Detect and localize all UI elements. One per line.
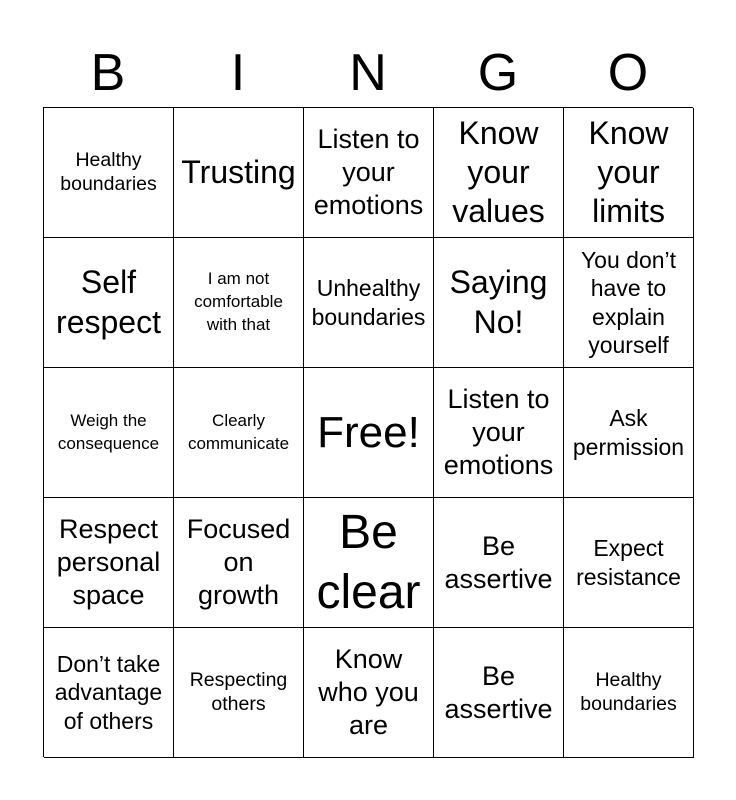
bingo-cell[interactable] <box>564 108 694 238</box>
bingo-cell[interactable] <box>44 238 174 368</box>
cell-text: Be assertive <box>444 530 553 594</box>
header-letter-i: I <box>230 44 246 102</box>
cell-text: Respecting others <box>189 668 288 715</box>
bingo-cell[interactable] <box>174 108 304 238</box>
cell-text: Expect resistance <box>576 535 681 590</box>
bingo-cell[interactable] <box>174 238 304 368</box>
cell-text: I am not comfortable with that <box>194 269 283 334</box>
free-space-label: Free! <box>317 407 420 457</box>
bingo-cell[interactable] <box>304 238 434 368</box>
bingo-cell[interactable] <box>174 628 304 758</box>
bingo-cell[interactable] <box>564 238 694 368</box>
cell-text: Healthy boundaries <box>580 668 677 715</box>
cell-text: Respect personal space <box>56 514 161 610</box>
bingo-cell[interactable] <box>44 368 174 498</box>
header-letter-n: N <box>349 44 387 102</box>
cell-text: Know your limits <box>588 114 669 230</box>
cell-text: Listen to your emotions <box>443 384 554 480</box>
cell-text: Healthy boundaries <box>60 148 157 195</box>
bingo-cell[interactable] <box>434 108 564 238</box>
cell-text: Know your values <box>452 114 545 230</box>
cell-text: You don’t have to explain yourself <box>580 247 677 358</box>
bingo-cell[interactable] <box>564 628 694 758</box>
cell-text: Be clear <box>316 505 421 619</box>
header-letter-g: G <box>477 44 519 102</box>
bingo-cell[interactable] <box>44 108 174 238</box>
bingo-cell[interactable] <box>304 108 434 238</box>
bingo-card-grid <box>43 107 693 757</box>
cell-text: Trusting <box>181 153 296 190</box>
bingo-cell[interactable] <box>564 368 694 498</box>
cell-text: Weigh the consequence <box>57 410 160 453</box>
cell-text: Know who you are <box>318 644 419 740</box>
cell-text: Be assertive <box>444 660 553 724</box>
bingo-cell[interactable] <box>44 498 174 628</box>
header-letter-o: O <box>607 44 649 102</box>
cell-text: Unhealthy boundaries <box>311 275 426 330</box>
bingo-cell[interactable] <box>434 238 564 368</box>
cell-text: Focused on growth <box>186 514 291 610</box>
cell-text: Clearly communicate <box>187 410 290 453</box>
free-space-cell[interactable] <box>304 368 434 498</box>
bingo-cell[interactable] <box>434 498 564 628</box>
bingo-cell[interactable] <box>434 628 564 758</box>
cell-text: Don’t take advantage of others <box>54 651 163 734</box>
cell-text: Self respect <box>56 264 161 340</box>
cell-text: Ask permission <box>572 405 685 460</box>
bingo-cell[interactable] <box>434 368 564 498</box>
bingo-header <box>43 40 693 106</box>
bingo-cell[interactable] <box>174 498 304 628</box>
bingo-cell[interactable] <box>304 628 434 758</box>
cell-text: Saying No! <box>449 264 548 340</box>
header-letter-b: B <box>90 44 126 102</box>
bingo-cell[interactable] <box>174 368 304 498</box>
bingo-cell[interactable] <box>304 498 434 628</box>
cell-text: Listen to your emotions <box>313 124 424 220</box>
bingo-cell[interactable] <box>44 628 174 758</box>
bingo-cell[interactable] <box>564 498 694 628</box>
